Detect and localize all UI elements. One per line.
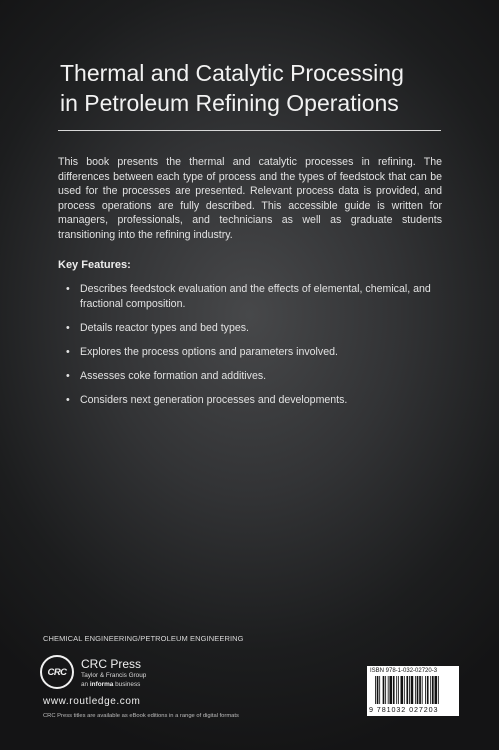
isbn-label: ISBN 978-1-032-02720-3 <box>370 668 438 674</box>
barcode-bar <box>375 676 376 704</box>
barcode-bar <box>411 676 414 704</box>
barcode-bar <box>401 676 404 704</box>
list-item <box>66 321 442 336</box>
barcode-bar <box>425 676 426 704</box>
publisher-business-line <box>81 681 140 688</box>
feature-text: Details reactor types and bed types. <box>80 321 250 334</box>
barcode-bar <box>379 676 380 704</box>
barcode-bar <box>415 676 416 704</box>
list-item <box>66 282 442 311</box>
bullet-icon: • <box>66 345 70 358</box>
book-title <box>60 58 450 118</box>
barcode-bar <box>385 676 386 704</box>
list-item <box>66 393 442 408</box>
bullet-icon: • <box>66 283 70 295</box>
barcode-bar <box>389 676 392 704</box>
barcode-bar <box>377 676 379 704</box>
barcode-bar <box>383 676 385 704</box>
feature-text: Explores the process options and parameters involved. <box>80 345 338 358</box>
barcode-bar <box>409 676 410 704</box>
business-prefix: an <box>81 681 89 688</box>
feature-text: Considers next generation processes and developments. <box>80 394 348 407</box>
ebook-footnote: CRC Press titles are available as eBook editions in a range of digital formats <box>43 713 239 719</box>
feature-text: Assesses coke formation and additives. <box>80 370 267 383</box>
title-line-2: in Petroleum Refining Operations <box>60 90 399 116</box>
bullet-icon: • <box>66 370 70 383</box>
barcode-bar <box>404 676 405 704</box>
key-features-heading: Key Features: <box>58 259 131 271</box>
barcode-bar <box>398 676 399 704</box>
publisher-name: CRC Press <box>81 657 142 671</box>
business-suffix: business <box>115 681 141 688</box>
barcode-bar <box>430 676 431 704</box>
list-item <box>66 345 442 360</box>
barcode-bar <box>438 676 439 704</box>
logo-text: CRC <box>47 666 67 678</box>
barcode-bar <box>406 676 408 704</box>
crc-logo-icon <box>40 655 74 689</box>
title-line-1: Thermal and Catalytic Processing <box>60 60 404 86</box>
business-name: informa <box>89 681 114 688</box>
list-item <box>66 369 442 384</box>
bullet-icon: • <box>66 321 70 334</box>
barcode-bar <box>435 676 438 704</box>
key-features-list <box>66 282 442 418</box>
barcode-bar <box>422 676 423 704</box>
barcode-bar <box>417 676 419 704</box>
publisher-group: Taylor & Francis Group <box>81 672 147 679</box>
subject-category: CHEMICAL ENGINEERING/PETROLEUM ENGINEERING <box>43 634 244 643</box>
barcode-bar <box>432 676 434 704</box>
bullet-icon: • <box>66 394 70 407</box>
barcode-bar <box>388 676 389 704</box>
barcode-icon <box>375 676 457 704</box>
title-divider <box>58 130 441 131</box>
isbn-barcode-box <box>367 666 459 716</box>
barcode-bar <box>427 676 429 704</box>
barcode-bar <box>393 676 395 704</box>
barcode-bar <box>396 676 397 704</box>
book-description: This book presents the thermal and catalytic processes in refining. The differences between each type of process and the types of feedstock that can be used for the processes are presented. Relevant process data is provided, and process operations are fully described. This accessible guide is written for managers, professionals, and technicians as well as graduate students transitioning into the refining industry. <box>58 156 442 241</box>
publisher-website[interactable]: www.routledge.com <box>43 696 141 707</box>
barcode-bar <box>419 676 421 704</box>
barcode-digits: 9 781032 027203 <box>369 705 439 714</box>
feature-text: Describes feedstock evaluation and the effects of elemental, chemical, and fractional composition. <box>80 283 431 310</box>
